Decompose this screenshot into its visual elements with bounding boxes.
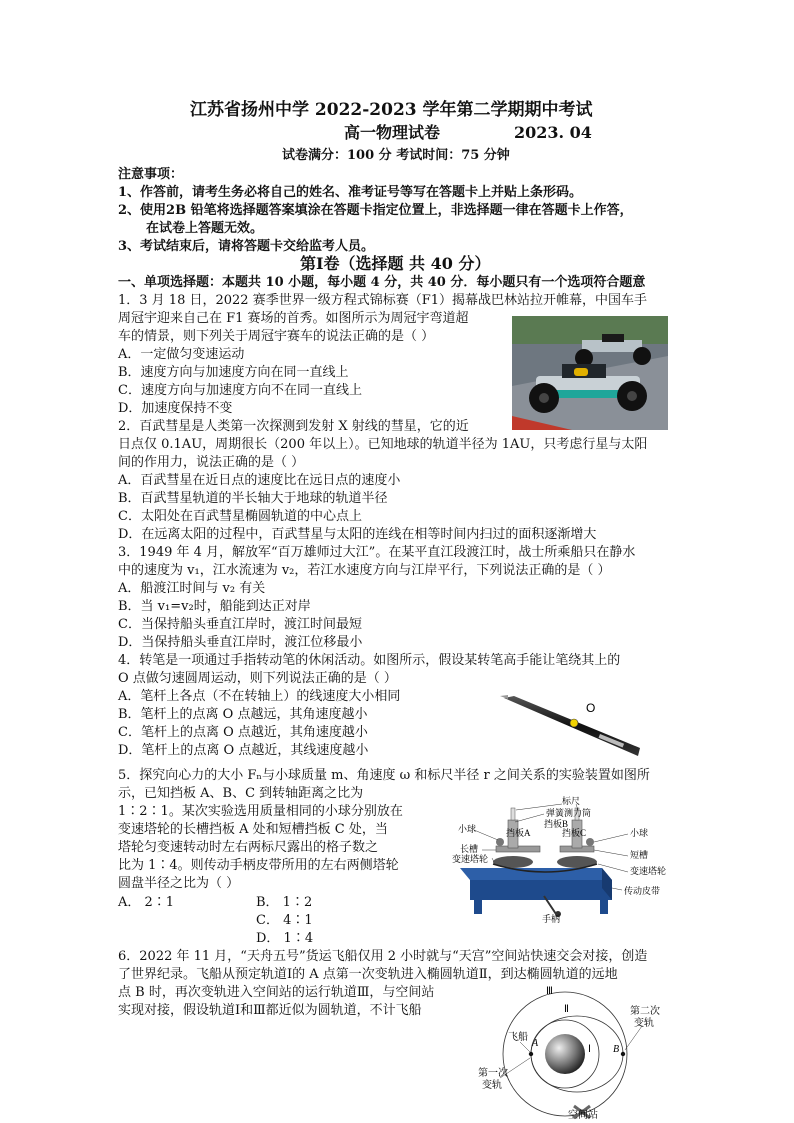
option-c: C．太阳处在百武彗星椭圆轨道的中心点上 <box>118 509 362 524</box>
section-instruction: 一、单项选择题：本题共 10 小题，每小题 4 分，共 40 分．每小题只有一个选项符合题意 <box>118 275 646 290</box>
note-item: 1、作答前，请考生务必将自己的姓名、准考证号等写在答题卡上并贴上条形码。 <box>118 185 583 200</box>
option-b: B．百武彗星轨道的半长轴大于地球的轨道半径 <box>118 491 388 506</box>
option-c: C．笔杆上的点离 O 点越近，其角速度越小 <box>118 725 368 740</box>
option-c: C．速度方向与加速度方向不在同一直线上 <box>118 383 362 398</box>
fig-label: 标尺 <box>562 796 581 806</box>
option-c: C．当保持船头垂直江岸时，渡江时间最短 <box>118 617 362 632</box>
fig-label: 弹簧测力筒 <box>546 808 592 818</box>
earth <box>545 1034 585 1074</box>
first-transfer-label: 第一次 <box>478 1068 508 1079</box>
question-5-line: 变速塔轮的长槽挡板 A 处和短槽挡板 C 处，当 <box>118 822 388 837</box>
point-a-label: A <box>532 1038 539 1049</box>
question-5-line: 示，已知挡板 A、B、C 到转轴距离之比为 <box>118 786 364 801</box>
question-6-line: 6．2022 年 11 月，“天舟五号”货运飞船仅用 2 小时就与“天宫”空间站快速交会对接，创造 <box>118 949 648 964</box>
question-3-line: 3．1949 年 4 月，解放军“百万雄师过大江”。在某平直江段渡江时，战士所乘船只在静水 <box>118 545 636 560</box>
centripetal-force-apparatus <box>452 796 692 924</box>
f1-car-photo <box>512 316 668 430</box>
option-d: D．当保持船头垂直江岸时，渡江位移最小 <box>118 635 363 650</box>
fig-label: 传动皮带 <box>624 886 661 896</box>
fig-label: 挡板B <box>544 819 569 829</box>
first-transfer-label: 变轨 <box>482 1080 502 1091</box>
notes-heading: 注意事项： <box>118 167 184 182</box>
exam-meta: 试卷满分：100 分 考试时间：75 分钟 <box>282 148 510 163</box>
orbit-label-ii: Ⅱ <box>564 1004 569 1015</box>
school-title: 江苏省扬州中学 2022-2023 学年第二学期期中考试 <box>190 100 593 120</box>
fig-label: 长槽 <box>460 844 479 854</box>
option-d: D．笔杆上的点离 O 点越近，其线速度越小 <box>118 743 369 758</box>
option-b: B．速度方向与加速度方向在同一直线上 <box>118 365 349 380</box>
question-2-line: 2．百武彗星是人类第一次探测到发射 X 射线的彗星，它的近 <box>118 419 469 434</box>
fig-label: 手柄 <box>542 914 561 924</box>
option-c: C． 4∶1 <box>256 913 313 928</box>
option-a: A．一定做匀变速运动 <box>118 347 245 362</box>
note-item: 2、使用2B 铅笔将选择题答案填涂在答题卡指定位置上，非选择题一律在答题卡上作答， <box>118 203 633 218</box>
question-1-line: 车的情景，则下列关于周冠宇赛车的说法正确的是（ ） <box>118 329 435 344</box>
question-2-line: 间的作用力，说法正确的是（ ） <box>118 455 305 470</box>
point-a <box>529 1052 533 1056</box>
question-6-line: 实现对接，假设轨道Ⅰ和Ⅲ都近似为圆轨道，不计飞船 <box>118 1003 422 1018</box>
section-title: 第Ⅰ卷（选择题 共 40 分） <box>300 254 491 273</box>
orbit-label-iii: Ⅲ <box>546 986 553 997</box>
option-a: A．船渡江时间与 v₂ 有关 <box>118 581 266 596</box>
fig-label: 短槽 <box>630 850 649 860</box>
option-b: B．笔杆上的点离 O 点越远，其角速度越小 <box>118 707 368 722</box>
point-b-label: B <box>613 1044 620 1055</box>
orbit-transfer-diagram <box>470 984 700 1120</box>
pen-tip <box>500 695 508 699</box>
apparatus-base <box>460 868 612 880</box>
question-3-line: 中的速度为 v₁，江水流速为 v₂，若江水速度方向与江岸平行，下列说法正确的是（ ） <box>118 563 611 578</box>
question-1-line: 1．3 月 18 日，2022 赛季世界一级方程式锦标赛（F1）揭幕战巴林站拉开帷幕，中国车手 <box>118 293 647 308</box>
ball-right <box>586 838 594 846</box>
fig-label: 挡板A <box>506 828 531 838</box>
second-transfer-label: 第二次 <box>630 1006 660 1017</box>
fig-label: 变速塔轮 <box>630 866 667 876</box>
option-d: D．在远离太阳的过程中，百武彗星与太阳的连线在相等时间内扫过的面积逐渐增大 <box>118 527 597 542</box>
question-5-line: 1∶2∶1。某次实验选用质量相同的小球分别放在 <box>118 804 403 819</box>
option-a: A．笔杆上各点（不在转轴上）的线速度大小相同 <box>118 689 401 704</box>
orbit-label-i: Ⅰ <box>588 1044 591 1055</box>
space-station-label: 空间站 <box>568 1110 598 1120</box>
question-5-line: 塔轮匀变速转动时左右两标尺露出的格子数之 <box>118 840 379 855</box>
fig-label: 小球 <box>630 828 649 838</box>
exam-date: 2023. 04 <box>514 123 592 142</box>
fig-label: 变速塔轮 <box>452 854 489 864</box>
question-5-line: 比为 1∶4。则传动手柄皮带所用的左右两侧塔轮 <box>118 858 399 873</box>
spinning-pen-figure <box>500 690 650 762</box>
option-a: A．百武彗星在近日点的速度比在远日点的速度小 <box>118 473 401 488</box>
question-4-line: 4．转笔是一项通过手指转动笔的休闲活动。如图所示，假设某转笔高手能让笔绕其上的 <box>118 653 621 668</box>
option-a: A． 2∶1 <box>118 895 175 910</box>
rotation-point-marker <box>570 719 578 727</box>
second-transfer-label: 变轨 <box>634 1018 654 1029</box>
note-item: 在试卷上答题无效。 <box>146 221 264 236</box>
option-d: D．加速度保持不变 <box>118 401 233 416</box>
spaceship-label: 飞船 <box>508 1032 528 1043</box>
question-1-line: 周冠宇迎来自己在 F1 赛场的首秀。如图所示为周冠宇弯道超 <box>118 311 469 326</box>
question-5-line: 5．探究向心力的大小 Fₙ与小球质量 m、角速度 ω 和标尺半径 r 之间关系的实验装置如图所 <box>118 768 650 783</box>
option-b: B．当 v₁=v₂时，船能到达正对岸 <box>118 599 311 614</box>
option-d: D． 1∶4 <box>256 931 314 946</box>
question-4-line: O 点做匀速圆周运动，则下列说法正确的是（ ） <box>118 671 397 686</box>
option-b: B． 1∶2 <box>256 895 313 910</box>
fig-label: 小球 <box>458 824 477 834</box>
fig-label: 挡板C <box>562 828 587 838</box>
question-5-line: 圆盘半径之比为（ ） <box>118 876 240 891</box>
question-2-line: 日点仅 0.1AU，周期很长（200 年以上）。已知地球的轨道半径为 1AU，只考虑行星与太阳 <box>118 437 648 452</box>
question-6-line: 点 B 时，再次变轨进入空间站的运行轨道Ⅲ，与空间站 <box>118 985 435 1000</box>
question-6-line: 了世界纪录。飞船从预定轨道Ⅰ的 A 点第一次变轨进入椭圆轨道Ⅱ，到达椭圆轨道的远地 <box>118 967 618 982</box>
point-o-label: O <box>586 701 596 715</box>
note-item: 3、考试结束后，请将答题卡交给监考人员。 <box>118 239 375 254</box>
ball-left <box>496 838 504 846</box>
point-b <box>621 1052 625 1056</box>
paper-title: 高一物理试卷 <box>344 123 441 142</box>
